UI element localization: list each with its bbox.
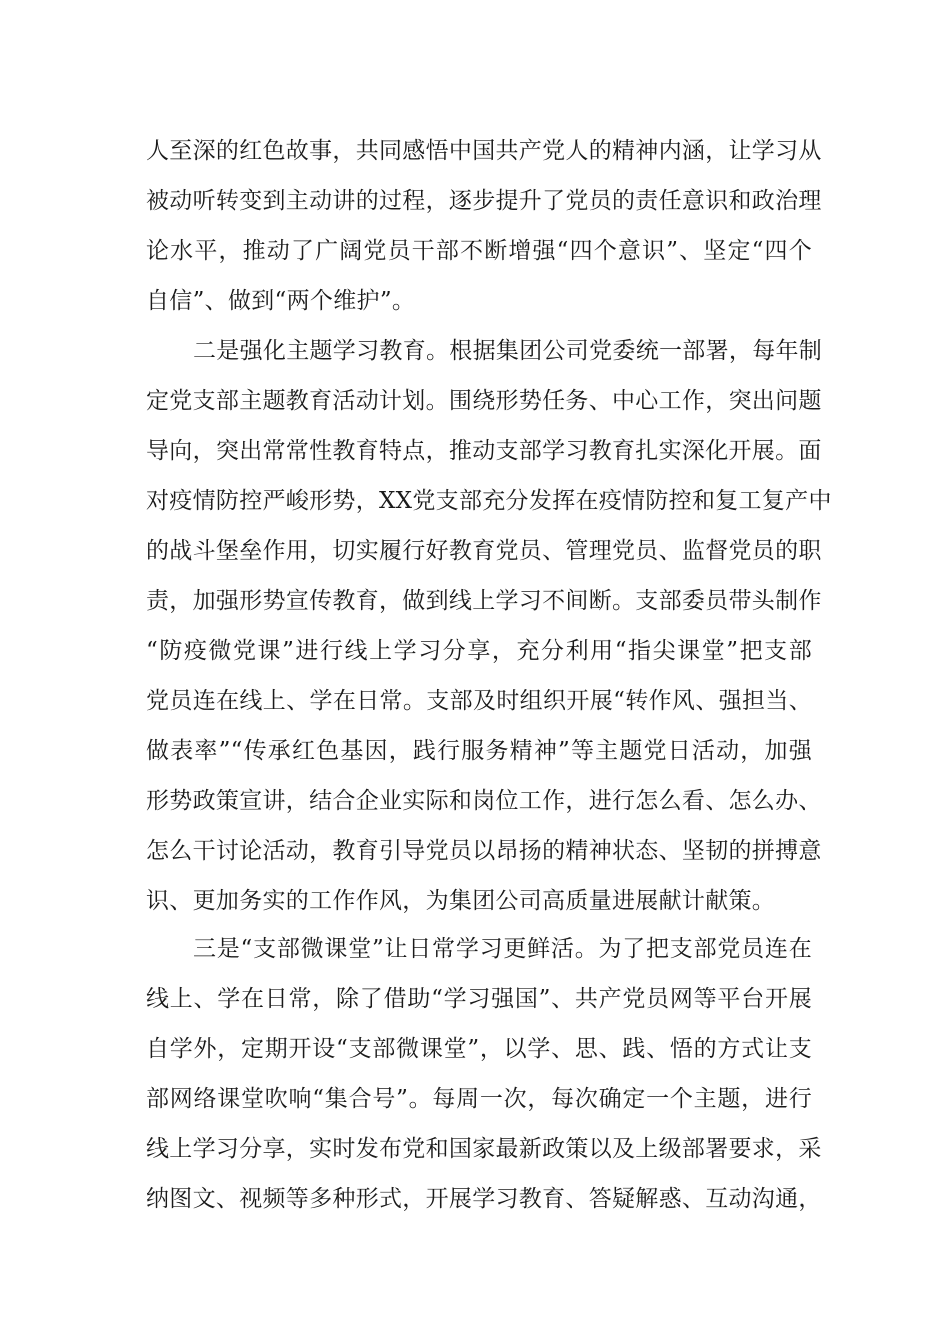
paragraph-line: 线上学习分享，实时发布党和国家最新政策以及上级部署要求，采 [146, 1136, 822, 1162]
paragraph-line: 二是强化主题学习教育。根据集团公司党委统一部署，每年制 [193, 338, 823, 364]
paragraph-1 [146, 126, 822, 326]
paragraph-line: 定党支部主题教育活动计划。围绕形势任务、中心工作，突出问题 [146, 388, 822, 414]
paragraph-line: 党员连在线上、学在日常。支部及时组织开展“转作风、强担当、 [146, 688, 812, 714]
paragraph-line: 怎么干讨论活动，教育引导党员以昂扬的精神状态、坚韧的拼搏意 [146, 838, 822, 864]
paragraph-line: 线上、学在日常，除了借助“学习强国”、共产党员网等平台开展 [146, 986, 812, 1012]
paragraph-line: 被动听转变到主动讲的过程，逐步提升了党员的责任意识和政治理 [146, 188, 822, 214]
paragraph-line: “防疫微党课”进行线上学习分享，充分利用“指尖课堂”把支部 [146, 638, 812, 664]
paragraph-line: 做表率”“传承红色基因，践行服务精神”等主题党日活动，加强 [146, 738, 812, 764]
paragraph-2 [146, 326, 832, 926]
paragraph-line: 部网络课堂吹响“集合号”。每周一次，每次确定一个主题，进行 [146, 1086, 812, 1112]
paragraph-line: 纳图文、视频等多种形式，开展学习教育、答疑解惑、互动沟通， [146, 1186, 822, 1212]
paragraph-line: 自学外，定期开设“支部微课堂”，以学、思、践、悟的方式让支 [146, 1036, 812, 1062]
paragraph-line: 识、更加务实的工作作风，为集团公司高质量进展献计献策。 [146, 888, 776, 914]
paragraph-line: 形势政策宣讲，结合企业实际和岗位工作，进行怎么看、怎么办、 [146, 788, 822, 814]
paragraph-line: 对疫情防控严峻形势，XX党支部充分发挥在疫情防控和复工复产中 [146, 488, 832, 514]
paragraph-line: 责，加强形势宣传教育，做到线上学习不间断。支部委员带头制作 [146, 588, 822, 614]
paragraph-3 [146, 924, 822, 1224]
paragraph-line: 论水平，推动了广阔党员干部不断增强“四个意识”、坚定“四个 [146, 238, 812, 264]
paragraph-line: 自信”、做到“两个维护”。 [146, 288, 416, 314]
paragraph-line: 导向，突出常常性教育特点，推动支部学习教育扎实深化开展。面 [146, 438, 822, 464]
paragraph-line: 的战斗堡垒作用，切实履行好教育党员、管理党员、监督党员的职 [146, 538, 822, 564]
paragraph-line: 人至深的红色故事，共同感悟中国共产党人的精神内涵，让学习从 [146, 138, 822, 164]
paragraph-line: 三是“支部微课堂”让日常学习更鲜活。为了把支部党员连在 [193, 936, 812, 962]
